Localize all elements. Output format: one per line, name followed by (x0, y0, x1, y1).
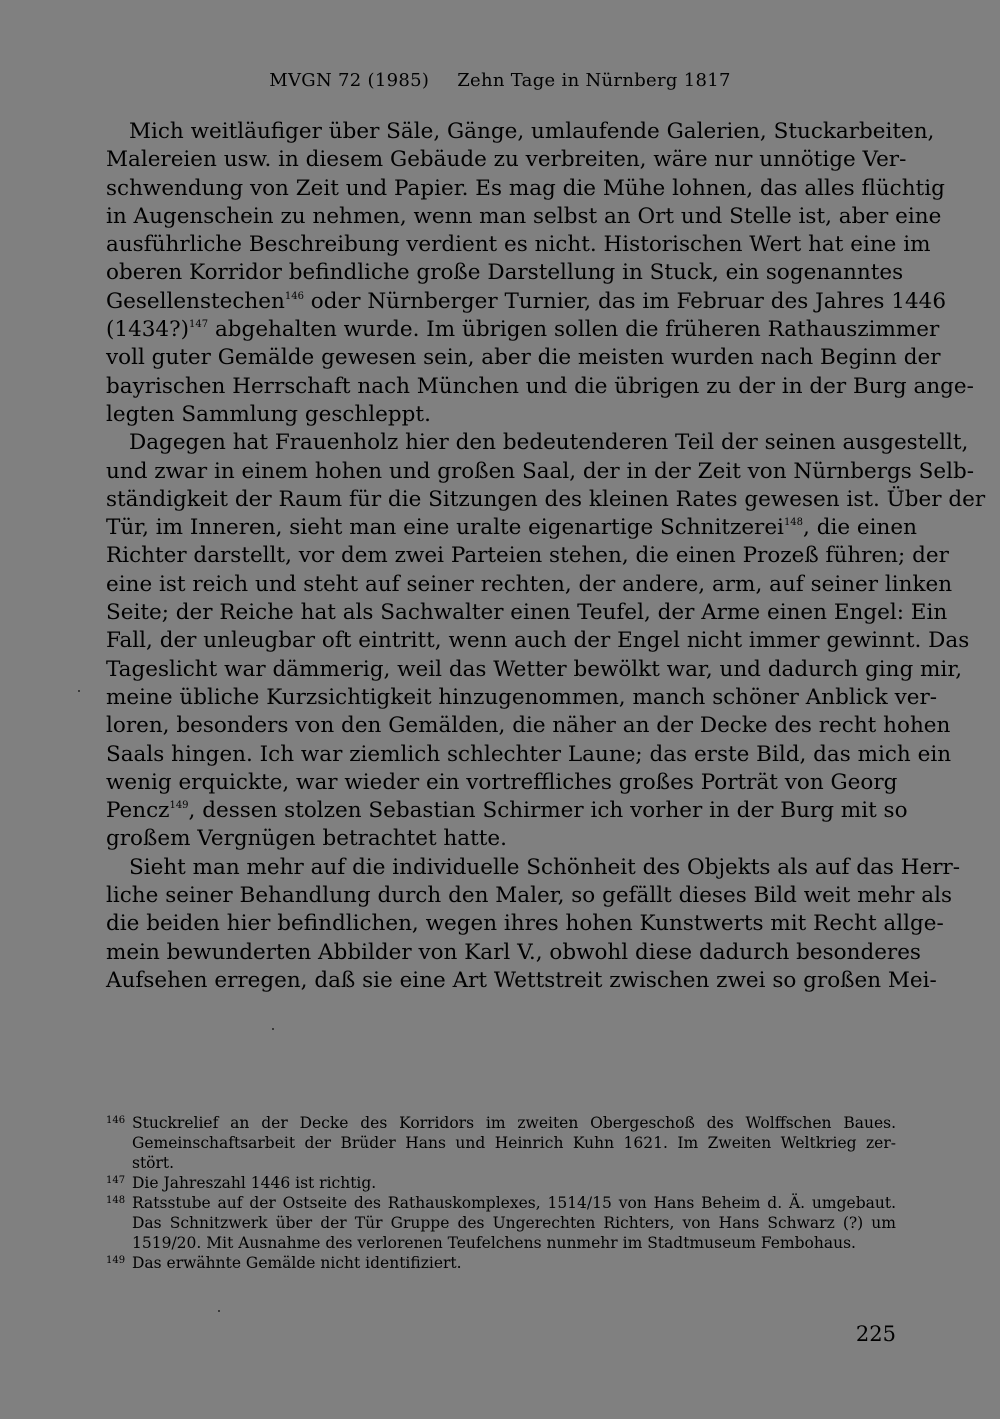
paragraph-1 (106, 118, 974, 429)
text-line: großem Vergnügen betrachtet hatte. (106, 826, 507, 852)
footnote-line: Die Jahreszahl 1446 ist richtig. (132, 1174, 377, 1192)
text-line: in Augenschein zu nehmen, wenn man selbst an Ort und Stelle ist, aber eine (106, 203, 942, 229)
footnote-ref-147: 147 (189, 319, 209, 331)
text-line: Malereien usw. in diesem Gebäude zu verbreiten, wäre nur unnötige Ver- (106, 147, 907, 173)
footnote-line: stört. (132, 1154, 175, 1172)
text-line: schwendung von Zeit und Papier. Es mag die Mühe lohnen, das alles flüchtig (106, 175, 945, 201)
footnote-number: 147 (106, 1175, 126, 1186)
text-line: die beiden hier befindlichen, wegen ihres hohen Kunstwerts mit Recht allge- (106, 911, 944, 937)
text-line: Richter darstellt, vor dem zwei Parteien stehen, die einen Prozeß führen; der (106, 543, 949, 569)
journal-reference: MVGN 72 (1985) (269, 70, 430, 91)
text-line: Dagegen hat Frauenholz hier den bedeutenderen Teil der seinen ausgestellt, (129, 430, 969, 456)
footnote-line: Das Schnitzwerk über der Tür Gruppe des Ungerechten Richters, von Hans Schwarz (?) um (132, 1214, 896, 1232)
footnote-line: Ratsstube auf der Ostseite des Rathauskomplexes, 1514/15 von Hans Beheim d. Ä. umgebaut. (132, 1194, 896, 1212)
text-line: voll guter Gemälde gewesen sein, aber die meisten wurden nach Beginn der (106, 345, 941, 371)
paragraph-2 (106, 429, 986, 853)
footnote-line: Gemeinschaftsarbeit der Brüder Hans und Heinrich Kuhn 1621. Im Zweiten Weltkrieg zer- (132, 1134, 896, 1152)
text-line: loren, besonders von den Gemälden, die näher an der Decke des recht hohen (106, 713, 951, 739)
text-line: Tür, im Inneren, sieht man eine uralte eigenartige Schnitzerei$^{148}$, die einen (106, 515, 917, 541)
footnote-149 (106, 1253, 896, 1273)
page-number: 225 (855, 1322, 896, 1346)
article-title: Zehn Tage in Nürnberg 1817 (457, 70, 731, 91)
paragraph-3 (106, 854, 961, 995)
text-line: Saals hingen. Ich war ziemlich schlechter Laune; das erste Bild, das mich ein (106, 741, 952, 767)
text-line: mein bewunderten Abbilder von Karl V., obwohl diese dadurch besonderes (106, 939, 921, 965)
footnote-line: 1519/20. Mit Ausnahme des verlorenen Teufelchens nunmehr im Stadtmuseum Fembohaus. (132, 1234, 856, 1252)
text-line: oberen Korridor befindliche große Darstellung in Stuck, ein sogenanntes (106, 260, 904, 286)
footnote-146 (106, 1113, 896, 1173)
text-line: Tageslicht war dämmerig, weil das Wetter bewölkt war, und dadurch ging mir, (106, 656, 963, 682)
text-line: meine übliche Kurzsichtigkeit hinzugenommen, manch schöner Anblick ver- (106, 684, 937, 710)
text-line: bayrischen Herrschaft nach München und die übrigen zu der in der Burg ange- (106, 373, 974, 399)
footnote-number: 148 (106, 1195, 126, 1206)
footnote-ref-148: 148 (783, 517, 804, 529)
footnote-number: 146 (106, 1115, 126, 1126)
footnote-ref-149: 149 (169, 800, 189, 812)
text-line: Mich weitläufiger über Säle, Gänge, umlaufende Galerien, Stuckarbeiten, (129, 119, 935, 144)
text-line: eine ist reich und steht auf seiner rechten, der andere, arm, auf seiner linken (106, 571, 953, 597)
text-line: Seite; der Reiche hat als Sachwalter einen Teufel, der Arme einen Engel: Ein (106, 600, 948, 626)
footnote-number: 149 (106, 1255, 126, 1266)
text-line: (1434?)$^{147}$ abgehalten wurde. Im übrigen sollen die früheren Rathauszimmer (106, 317, 940, 343)
scan-speck (78, 690, 80, 692)
footnotes (106, 1113, 896, 1273)
text-line: Aufsehen erregen, daß sie eine Art Wettstreit zwischen zwei so großen Mei- (106, 967, 937, 993)
text-line: Fall, der unleugbar oft eintritt, wenn auch der Engel nicht immer gewinnt. Das (106, 628, 970, 654)
text-line: und zwar in einem hohen und großen Saal, der in der Zeit von Nürnbergs Selb- (106, 458, 974, 484)
main-text (106, 118, 986, 995)
text-line: Sieht man mehr auf die individuelle Schönheit des Objekts als auf das Herr- (129, 854, 961, 880)
text-line: Pencz$^{149}$, dessen stolzen Sebastian Schirmer ich vorher in der Burg mit so (106, 798, 908, 824)
footnote-line: Stuckrelief an der Decke des Korridors im zweiten Obergeschoß des Wolffschen Baues. (132, 1114, 896, 1132)
scan-speck (218, 1310, 220, 1312)
footnote-line: Das erwähnte Gemälde nicht identifiziert. (132, 1254, 462, 1272)
text-line: Gesellenstechen$^{146}$ oder Nürnberger Turnier, das im Februar des Jahres 1446 (106, 288, 947, 314)
footnote-148 (106, 1193, 896, 1253)
scan-speck (272, 1028, 274, 1030)
text-line: liche seiner Behandlung durch den Maler, so gefällt dieses Bild weit mehr als (106, 883, 952, 909)
text-line: wenig erquickte, war wieder ein vortreffliches großes Porträt von Georg (106, 769, 898, 795)
text-line: ausführliche Beschreibung verdient es nicht. Historischen Wert hat eine im (106, 232, 931, 258)
text-line: legten Sammlung geschleppt. (106, 401, 431, 427)
footnote-147 (106, 1173, 896, 1193)
text-line: ständigkeit der Raum für die Sitzungen des kleinen Rates gewesen ist. Über der (106, 486, 986, 512)
running-head (0, 70, 1000, 91)
footnote-ref-146: 146 (284, 290, 304, 302)
